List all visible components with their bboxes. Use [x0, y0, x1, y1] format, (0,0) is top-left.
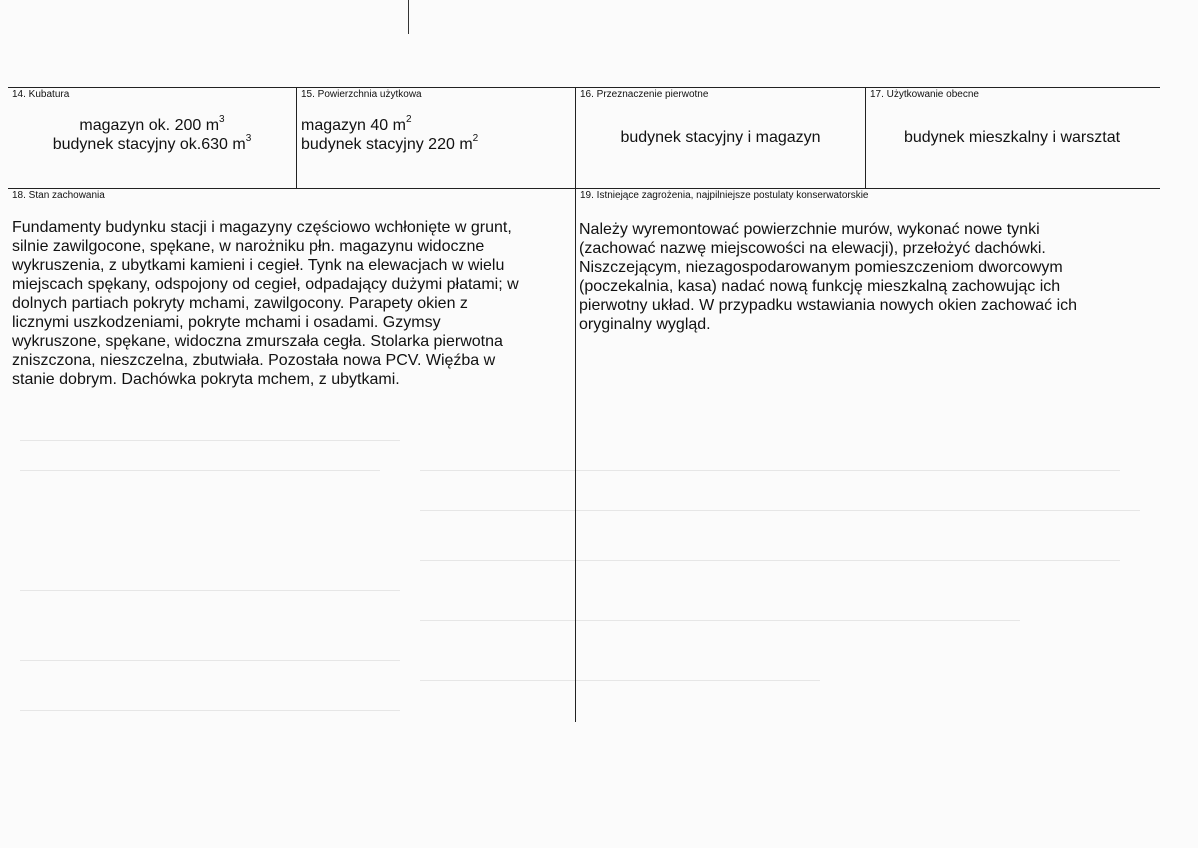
column-divider-main: [575, 87, 576, 722]
column-divider: [865, 87, 866, 188]
field-18-line: wykruszenia, z ubytkami kamieni i cegieł. Tynk na elewacjach w wielu: [12, 257, 505, 274]
field-14-line-2-sup: 3: [245, 132, 252, 144]
field-16-value: budynek stacyjny i magazyn: [620, 129, 821, 146]
field-18-line: wykruszone, spękane, widoczna zmurszała cegła. Stolarka pierwotna: [12, 333, 503, 350]
field-18-line: zniszczona, nieszczelna, zbutwiała. Pozostała nowa PCV. Więźba w: [12, 352, 496, 369]
field-19-label: 19. Istniejące zagrożenia, najpilniejsze postulaty konserwatorskie: [580, 190, 869, 201]
field-15-line-1-text: magazyn 40 m: [301, 117, 406, 134]
field-19-line: Niszczejącym, niezagospodarowanym pomieszczeniom dworcowym: [579, 259, 1063, 276]
column-divider: [296, 87, 297, 188]
field-15-line-2: [301, 132, 479, 155]
field-14-label: 14. Kubatura: [12, 89, 70, 100]
field-16-label: 16. Przeznaczenie pierwotne: [580, 89, 709, 100]
field-17-label: 17. Użytkowanie obecne: [870, 89, 979, 100]
bleed-through-mark: [420, 560, 1120, 561]
top-margin-tick: [408, 0, 409, 34]
table-row-divider: [8, 188, 1160, 189]
field-14-line-1: [10, 113, 294, 136]
field-19-line: oryginalny wygląd.: [579, 316, 711, 333]
field-18-line: miejscach spękany, odspojony od cegieł, odpadający dużymi płatami; w: [12, 276, 519, 293]
bleed-through-mark: [20, 590, 400, 591]
field-18-text: [12, 218, 519, 389]
field-18-line: stanie dobrym. Dachówka pokryta mchem, z ubytkami.: [12, 371, 400, 388]
field-19-line: (zachować nazwę miejscowości na elewacji), przełożyć dachówki.: [579, 240, 1046, 257]
bleed-through-mark: [420, 470, 1120, 471]
field-14-line-2-text: budynek stacyjny ok.630 m: [52, 136, 246, 153]
field-19-text: [579, 220, 1077, 334]
bleed-through-mark: [420, 510, 1140, 511]
field-18-line: Fundamenty budynku stacji i magazyny częściowo wchłonięte w grunt,: [12, 219, 512, 236]
field-15-line-1-sup: 2: [405, 113, 412, 125]
field-15-label: 15. Powierzchnia użytkowa: [301, 89, 422, 100]
bleed-through-mark: [20, 440, 400, 441]
field-17-value: budynek mieszkalny i warsztat: [903, 129, 1121, 146]
bleed-through-mark: [20, 470, 380, 471]
field-19-line: Należy wyremontować powierzchnie murów, wykonać nowe tynki: [579, 221, 1040, 238]
field-19-line: pierwotny układ. W przypadku wstawiania nowych okien zachować ich: [579, 297, 1078, 314]
bleed-through-mark: [20, 660, 400, 661]
field-15-line-1: [301, 113, 412, 136]
field-18-line: silnie zawilgocone, spękane, w narożniku płn. magazynu widoczne: [12, 238, 485, 255]
bleed-through-mark: [420, 620, 1020, 621]
field-14-line-1-sup: 3: [219, 113, 225, 125]
field-15-line-2-sup: 2: [472, 132, 479, 144]
field-15-line-2-text: budynek stacyjny 220 m: [301, 136, 473, 153]
table-top-border: [8, 87, 1160, 88]
field-14-line-2: [10, 132, 294, 155]
field-18-line: dolnych partiach pokryty mchami, zawilgocony. Parapety okien z: [12, 295, 468, 312]
field-14-line-1-text: magazyn ok. 200 m: [79, 117, 220, 134]
bleed-through-mark: [20, 710, 400, 711]
field-19-line: (poczekalnia, kasa) nadać nową funkcję mieszkalną zachowując ich: [579, 278, 1061, 295]
field-18-label: 18. Stan zachowania: [12, 190, 105, 201]
field-18-line: licznymi uszkodzeniami, pokryte mchami i osadami. Gzymsy: [12, 314, 441, 331]
bleed-through-mark: [420, 680, 820, 681]
